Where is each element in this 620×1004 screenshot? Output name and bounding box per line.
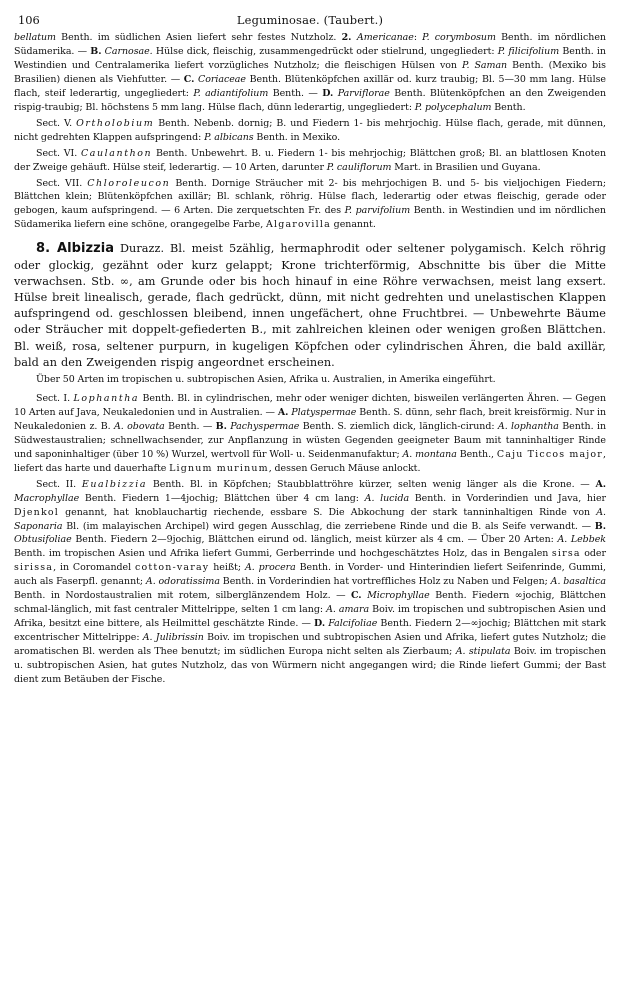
- text-run: Benth. —: [164, 420, 216, 432]
- text-run: A. stipulata: [455, 646, 511, 658]
- text-run: Benth. Blütenköpfchen axillär od. kurz traubig; Bl. 5—30 mm lang. Hülse flach, steif lederartig, ungegliedert:: [14, 73, 606, 99]
- text-run: A. lucida: [364, 492, 410, 504]
- text-run: bellatum: [14, 32, 56, 43]
- text-run: Benth. Fiedern 2—∞jochig; Blättchen mit stark excentrischer Mittelrippe:: [14, 618, 607, 644]
- text-run: Benth. in Westindien und Centralamerika liefert vorzügliches Nutzholz; die fleischigen Hülsen von: [14, 45, 606, 71]
- text-run: A. procera: [244, 562, 296, 574]
- text-run: A. montana: [402, 448, 457, 460]
- text-run: Coriaceae: [198, 73, 246, 85]
- paragraph-p5: [14, 373, 606, 387]
- text-run: Falcifoliae: [328, 618, 378, 630]
- text-run: Microphyllae: [367, 590, 430, 602]
- text-run: C.: [183, 73, 195, 85]
- text-run: D.: [314, 618, 326, 630]
- text-run: genannt, hat knoblauchartig riechende, essbare S. Die Abkochung der stark tanninhaltigen Rinde von: [58, 506, 597, 518]
- text-run: Benth. im südlichen Asien liefert sehr festes Nutzholz.: [55, 32, 342, 43]
- text-run: P. albicans: [204, 131, 254, 143]
- text-run: Obtusifoliae: [14, 534, 72, 546]
- text-run: 2.: [341, 32, 357, 43]
- text-run: Sect. VII.: [36, 177, 88, 189]
- paragraph-p1: [14, 117, 606, 145]
- text-run: P. adiantifolium: [193, 87, 269, 99]
- text-run: Benth. —: [268, 87, 323, 99]
- text-run: Benth. in Mexiko.: [253, 131, 341, 143]
- body-text: [14, 31, 606, 687]
- text-run: Benth. Fiedern 2—9jochig, Blättchen eirund od. länglich, meist kürzer als 4 cm. — Über 20 Arten:: [71, 534, 558, 546]
- text-run: B.: [215, 420, 227, 432]
- text-run: A. Lebbek: [557, 534, 606, 546]
- text-run: Benth. in Südwestaustralien; schnellwachsender, zur Anpflanzung in wüsten Gegenden geeigneter Baum mit tanninhaltiger Rinde und saponinhaltiger (über 10 %) Wurzel, wertvoll für Woll- u. Seidenmanufaktur;: [14, 420, 607, 460]
- paragraph-p4: [14, 241, 606, 371]
- text-run: Sect. V.: [36, 117, 77, 129]
- text-run: Ortholobium: [76, 117, 155, 129]
- text-run: Platyspermae: [291, 406, 357, 418]
- text-run: A. Saponaria: [14, 506, 606, 532]
- text-run: heißt;: [209, 562, 245, 574]
- text-run: Durazz. Bl. meist 5zählig, hermaphrodit oder seltener polygamisch. Kelch röhrig oder glockig, gezähnt oder kurz gelappt; Krone trichterförmig, Abschnitte bis über die Mitte verwachsen. Stb. ∞, am Grunde oder bis hoch hinauf in eine Röhre verwachsen, meist lang exsert. Hülse breit linealisch, gerade, flach gedrückt, dünn, mit nicht gedrehten und unelastischen Klappen aufspringend od. geschlossen bleibend, innen ungefächert, ohne Fruchtbrei. — Unbewehrte Bäume oder Sträucher mit doppelt-gefiederten B., mit zahlreichen kleinen oder wenigen großen Blättchen. Bl. weiß, rosa, seltener purpurn, in kugeligen Köpfchen oder cylindrischen Ähren, die bald axillär, bald an den Zweigenden rispig angeordnet erscheinen.: [14, 242, 606, 369]
- text-run: Benth. Bl. in cylindrischen, mehr oder weniger dichten, bisweilen verlängerten Ähren. — Gegen 10 Arten auf Java, Neukaledonien und in Australien. —: [14, 392, 606, 418]
- text-run: Caulanthon: [80, 147, 153, 159]
- text-run: P. filicifolium: [497, 45, 560, 57]
- text-run: Hülse dick, fleischig, zusammengedrückt oder stielrund, ungegliedert:: [152, 45, 498, 57]
- text-run: A. amara: [326, 604, 370, 616]
- text-run: Bl. (im malayischen Archipel) wird gegen Ausschlag, die zerriebene Rinde und die B. als Seife verwandt. —: [62, 520, 595, 532]
- text-run: Djenkol: [14, 506, 59, 518]
- text-run: , in Coromandel: [53, 562, 135, 574]
- text-run: B.: [90, 45, 102, 57]
- text-run: Pachyspermae: [230, 420, 300, 432]
- text-run: Benth. Dornige Sträucher mit 2- bis mehrjochigen B. und 5- bis vieljochigen Fiedern; Blättchen klein; Blütenköpfchen axillär; Bl. schlank, röhrig. Hülse flach, lederartig oder etwas fleischig, gerade oder gebogen, kaum aufspringend. — 6 Arten. Die zerquetschten Fr. des: [14, 177, 606, 217]
- text-run: C.: [350, 590, 362, 602]
- text-run: Benth. in Vorderindien und Java, hier: [409, 492, 606, 504]
- text-run: Benth. Fiedern 1—4jochig; Blättchen über 4 cm lang:: [79, 492, 365, 504]
- text-run: Benth. S. dünn, sehr flach, breit kreisförmig. Nur in Neukaledonien z. B.: [14, 406, 606, 432]
- text-run: Benth. Blütenköpfchen an den Zweigenden rispig-traubig; Bl. höchstens 5 mm lang. Hülse flach, dünn lederartig, ungegliedert:: [14, 87, 607, 113]
- paragraph-p3: [14, 177, 606, 233]
- text-run: Algarovilla: [265, 219, 331, 231]
- text-run: A. obovata: [114, 420, 165, 432]
- text-run: D.: [322, 87, 334, 99]
- text-run: Benth. in Vorder- und Hinterindien liefert Seifenrinde, Gummi, auch als Faserpfl. genannt;: [14, 562, 606, 588]
- text-run: Chloroleucon: [87, 177, 171, 189]
- paragraph-gap: [14, 232, 606, 241]
- text-run: A. odoratissima: [145, 576, 220, 588]
- text-run: sirsa: [551, 548, 581, 560]
- text-run: Macrophyllae: [14, 492, 80, 504]
- page-number: 106: [18, 13, 40, 27]
- text-run: Über 50 Arten im tropischen u. subtropischen Asien, Afrika u. Australien, in Amerika eingeführt.: [36, 373, 496, 385]
- text-run: Carnosae.: [104, 45, 153, 57]
- text-run: Boiv. im tropischen und subtropischen Asien und Afrika, besitzt eine bittere, als Heilmittel geschätzte Rinde. —: [14, 604, 606, 630]
- text-run: Boiv. im tropischen u. subtropischen Asien, hat gutes Nutzholz, das von Würmern nicht angegangen wird; die Rinde liefert Gummi; der Bast dient zum Betäuben der Fische.: [14, 646, 607, 685]
- text-run: P. cauliflorum: [326, 161, 392, 173]
- text-run: 8. Albizzia: [36, 241, 115, 257]
- text-run: Benth. Bl. in Köpfchen; Staubblattröhre kürzer, selten wenig länger als die Krone. —: [147, 478, 596, 490]
- text-run: P. Saman: [462, 59, 508, 71]
- text-run: Benth. S. ziemlich dick, länglich-cirund:: [299, 420, 498, 432]
- text-run: Parviflorae: [337, 87, 390, 99]
- text-run: Benth. Nebenb. dornig; B. und Fiedern 1- bis mehrjochig. Hülse flach, gerade, mit dünnen, nicht gedrehten Klappen aufspringend:: [14, 117, 607, 143]
- paragraph-p0: [14, 31, 606, 115]
- text-run: Benth. Fiedern ∞jochig, Blättchen schmal-länglich, mit fast centraler Mittelrippe, selten 1 cm lang:: [14, 590, 606, 616]
- text-run: P. polycephalum: [414, 101, 492, 113]
- text-run: Benth. in Vorderindien hat vortreffliches Holz zu Naben und Felgen;: [219, 576, 551, 588]
- text-run: , liefert das harte und dauerhafte: [14, 448, 607, 474]
- text-run: A.: [277, 406, 289, 418]
- text-run: A. Julibrissin: [142, 632, 204, 644]
- page-header: [14, 13, 606, 31]
- text-run: Mart. in Brasilien und Guyana.: [391, 161, 541, 173]
- text-run: oder: [580, 548, 606, 560]
- text-run: Benth. im nördlichen Südamerika. —: [14, 32, 606, 57]
- text-run: A.: [595, 478, 607, 490]
- text-run: P. corymbosum: [422, 32, 496, 43]
- text-run: sirissa: [14, 562, 54, 574]
- text-run: Benth.,: [456, 448, 497, 460]
- text-run: Benth. in Nordostaustralien mit rotem, silberglänzendem Holz. —: [14, 590, 351, 602]
- text-run: Lignum murinum: [169, 462, 269, 474]
- text-run: A. lophantha: [497, 420, 559, 432]
- text-run: Lophantha: [73, 392, 140, 404]
- text-run: :: [413, 32, 423, 43]
- paragraph-p7: [14, 478, 606, 687]
- text-run: B.: [594, 520, 606, 532]
- text-run: Caju Ticcos major: [496, 448, 604, 460]
- text-run: cotton-varay: [135, 562, 210, 574]
- paragraph-p6: [14, 392, 606, 476]
- text-run: Benth. Unbewehrt. B. u. Fiedern 1- bis mehrjochig; Blättchen groß; Bl. an blattlosen Knoten der Zweige gehäuft. Hülse steif, lederartig. — 10 Arten, darunter: [14, 147, 607, 173]
- text-run: , dessen Geruch Mäuse anlockt.: [268, 462, 421, 474]
- text-run: Boiv. im tropischen und subtropischen Asien und Afrika, liefert gutes Nutzholz; die aromatischen Bl. werden als Thee benutzt; im südlichen Europa nicht selten als Zierbaum;: [14, 632, 606, 658]
- text-run: Sect. VI.: [36, 147, 81, 159]
- text-run: Benth.: [491, 101, 526, 113]
- text-run: genannt.: [330, 219, 376, 231]
- text-run: P. parvifolium: [344, 205, 411, 217]
- text-run: Benth. (Mexiko bis Brasilien) dienen als Viehfutter. —: [14, 59, 606, 85]
- text-run: Sect. II.: [36, 478, 82, 490]
- running-title: Leguminosae. (Taubert.): [236, 13, 384, 27]
- text-run: Benth. im tropischen Asien und Afrika liefert Gummi, Gerberrinde und hochgeschätztes Holz, das in Bengalen: [14, 548, 552, 560]
- text-run: A. basaltica: [550, 576, 606, 588]
- text-run: Sect. I.: [36, 392, 74, 404]
- text-run: Eualbizzia: [81, 478, 148, 490]
- paragraph-p2: [14, 147, 606, 175]
- text-run: Benth. in Westindien und im nördlichen Südamerika liefern eine schöne, orangegelbe Farbe,: [14, 205, 606, 231]
- text-run: Americanae: [356, 32, 414, 43]
